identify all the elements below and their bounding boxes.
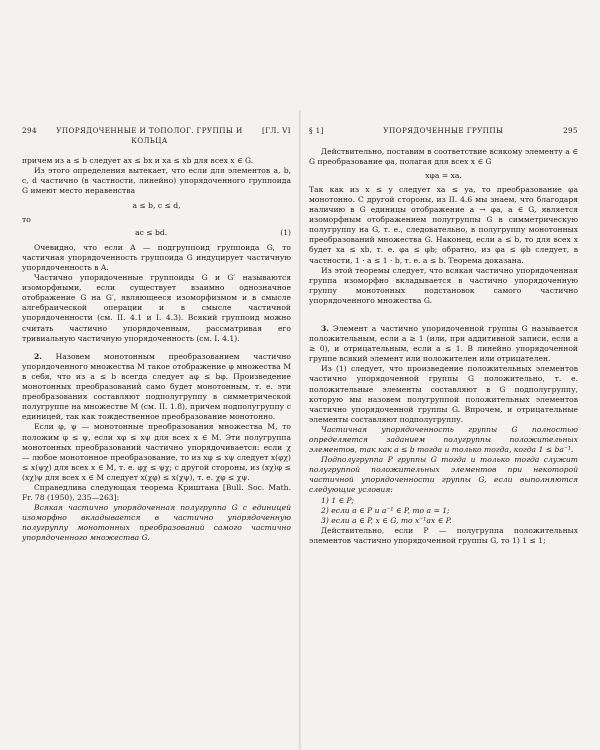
list-item: 1) 1 ∈ P; [321, 495, 354, 505]
left-section-2 [22, 352, 291, 423]
right-header-title: УПОРЯДОЧЕННЫЕ ГРУППЫ [383, 126, 504, 135]
left-paragraph-4: Частично упорядоченные группоиды G и G′ называются изоморфными, если существует взаимно однозначное отображение G на G′, являющееся изоморфизмом и в смысле алгебраической операции и в смысле частичной упорядоченности (см. II. 4.1 и I. 4.3). Всякий группоид можно считать частично упорядоченным, рассматривая его тривиальную частичную упорядоченность (см. I. 4.1). [22, 273, 291, 343]
page-gutter [299, 110, 301, 750]
right-conditions-list [309, 496, 578, 526]
list-item: 2) если a ∈ P и a⁻¹ ∈ P, то a = 1; [321, 505, 450, 515]
left-paragraph-2: Из этого определения вытекает, что если для элементов a, b, c, d частично (в частности, линейно) упорядоченного группоида G имеют место неравенства [22, 166, 291, 196]
right-paragraph-4: Элемент a частично упорядоченной группы G называется положительным, если a ≥ 1 (или, при аддитивной записи, если a ≥ 0), и отрицательным, если a ≤ 1. В линейно упорядоченной группе всякий элемент или положителен или отрицателен. [309, 323, 578, 364]
left-page-number: 294 [22, 126, 37, 135]
right-paragraph-7: Подполугруппа P группы G тогда и только тогда служит полугруппой положительных элементов при некоторой частичной упорядоченности группы G, если выполняются следующие условия: [309, 455, 578, 495]
right-section-3 [309, 324, 578, 364]
right-section-3-number: 3. [321, 323, 329, 333]
left-running-header [22, 126, 291, 145]
list-item: 3) если a ∈ P, x ∈ G, то x⁻¹ax ∈ P. [321, 515, 452, 525]
left-equation-2: ac ≤ bd. [135, 227, 168, 237]
left-theorem: Всякая частично упорядоченная полугруппа G с единицей изоморфно вкладывается в частично упорядоченную полугруппу монотонных преобразований самого частично упорядоченного множества G. [22, 503, 291, 543]
right-paragraph-3: Из этой теоремы следует, что всякая частично упорядоченная группа изоморфно вкладывается в частично упорядоченную группу монотонных подстановок самого частично упорядоченного множества G. [309, 265, 578, 305]
right-equation-1: xφa = xa. [425, 170, 462, 180]
left-equation-2-row [22, 228, 291, 238]
right-paragraph-8: Действительно, если P — полугруппа положительных элементов частично упорядоченной группы G, то 1) 1 ≤ 1; [309, 525, 578, 545]
left-equation-2-number: (1) [280, 227, 291, 237]
right-paragraph-2: Так как из x ≤ y следует xa ≤ ya, то преобразование φa монотонно. С другой стороны, из II. 4.6 мы знаем, что благодаря наличию в G единицы отображение a → φa, a ∈ G, является изоморфным отображением полугруппы G в симметрическую полугруппу на G, т. е., следовательно, в полугруппу монотонных преобразований множества G. Наконец, если a ≤ b, то для всех x будет xa ≤ xb, т. е. φa ≤ φb; обратно, из φa ≤ φb следует, в частности, 1 · a ≤ 1 · b, т. е. a ≤ b. Теорема доказана. [309, 184, 578, 265]
right-page-number: 295 [563, 126, 578, 135]
left-paragraph-5: Назовем монотонным преобразованием частично упорядоченного множества M такое отображение φ множества M в себя, что из a ≤ b всегда следует aφ ≤ bφ. Произведение монотонных преобразований само будет монотонным, т. е. эти преобразования составляют подполугруппу в симметрической полугруппе на множестве M (см. II. 1.8), причем подполугруппу с единицей, так как тождественное преобразование монотонно. [22, 351, 291, 422]
left-paragraph-1: причем из a ≤ b следует ax ≤ bx и xa ≤ xb для всех x ∈ G. [22, 156, 254, 166]
right-page [301, 126, 592, 750]
left-header-title: УПОРЯДОЧЕННЫЕ И ТОПОЛОГ. ГРУППЫ И КОЛЬЦА [56, 126, 243, 145]
right-paragraph-5: Из (1) следует, что произведение положительных элементов частично упорядоченной группы G положительно, т. е. положительные элементы составляют в G подполугруппу, которую мы назовем полугруппой положительных элементов частично упорядоченной группы G. Впрочем, и отрицательные элементы составляют подполугруппу. [309, 364, 578, 424]
left-page [8, 126, 299, 750]
left-equation-1: a ≤ b, c ≤ d, [132, 200, 181, 210]
left-paragraph-7: Справедлива следующая теорема Криштана [Bull. Soc. Math. Fr. 78 (1950), 235—263]: [22, 482, 291, 503]
left-chapter-ref: [ГЛ. VI [262, 126, 291, 135]
right-paragraph-6: Частичная упорядоченность группы G полностью определяется заданием полугруппы положительных элементов, так как a ≤ b тогда и только тогда, когда 1 ≤ ba⁻¹. [309, 424, 578, 455]
left-paragraph-3: Очевидно, что если A — подгруппоид группоида G, то частичная упорядоченность группоида G индуцирует частичную упорядоченность в A. [22, 242, 291, 272]
right-section-ref: § 1] [309, 126, 324, 135]
right-running-header [309, 126, 578, 136]
left-word-to: то [22, 214, 31, 224]
left-paragraph-6: Если φ, ψ — монотонные преобразования множества M, то положим φ ≤ ψ, если xφ ≤ xψ для всех x ∈ M. Эти полугруппа монотонных преобразований частично упорядочивается: если χ — любое монотонное преобразование, то из xφ ≤ xψ следует x(φχ) ≤ x(ψχ) для всех x ∈ M, т. е. φχ ≤ ψχ; с другой стороны, из (xχ)φ ≤ (xχ)ψ для всех x ∈ M следует x(χφ) ≤ x(χψ), т. е. χφ ≤ χψ. [22, 422, 291, 482]
right-paragraph-1: Действительно, поставим в соответствие всякому элементу a ∈ G преобразование φa, полагая для всех x ∈ G [309, 146, 578, 166]
left-section-2-number: 2. [34, 351, 42, 361]
